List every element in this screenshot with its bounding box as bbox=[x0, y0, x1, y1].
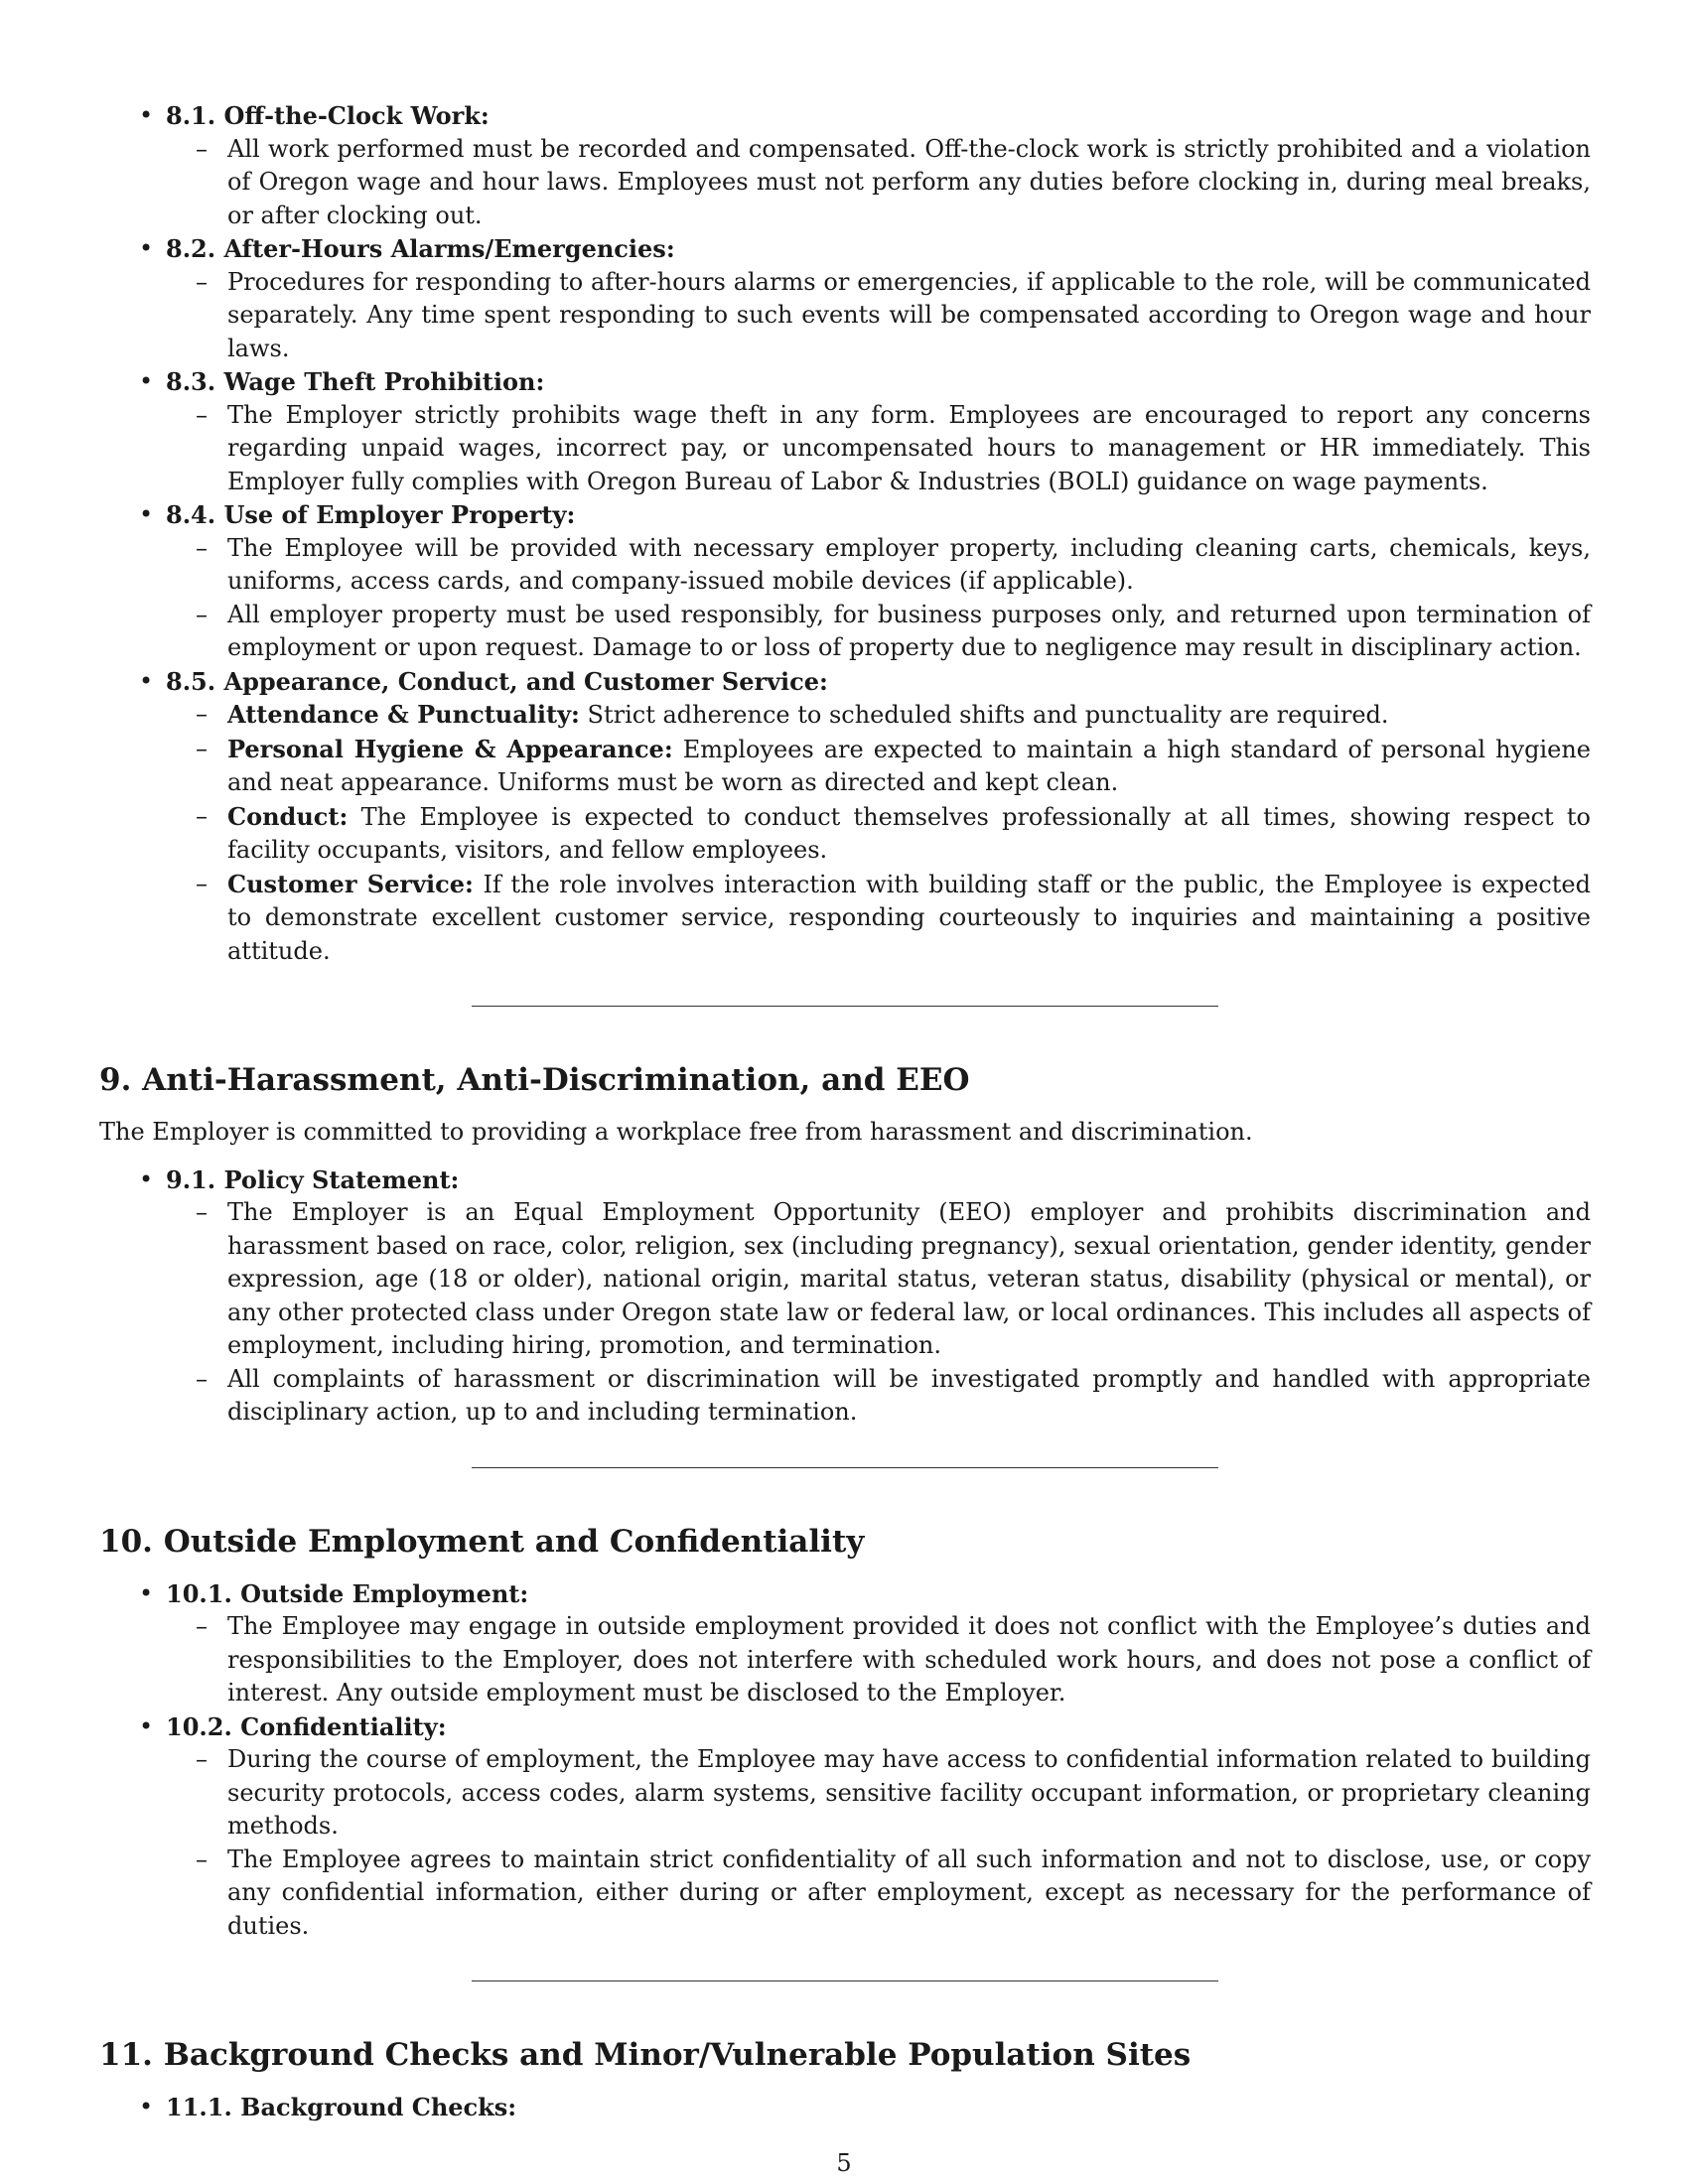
sub-item bbox=[227, 133, 1591, 233]
item-title: • 8.2. After-Hours Alarms/Emergencies: bbox=[166, 234, 675, 263]
page-number: 5 bbox=[836, 2149, 852, 2177]
sub-item-lead: Attendance & Punctuality: bbox=[227, 700, 580, 729]
item-title: • 8.3. Wage Theft Prohibition: bbox=[166, 367, 545, 396]
sub-item-lead: Conduct: bbox=[227, 801, 349, 831]
section-divider bbox=[472, 1006, 1218, 1007]
sub-item-text: Strict adherence to scheduled shifts and punctuality are required. bbox=[587, 701, 1389, 729]
sublist bbox=[166, 532, 1591, 665]
item-title: • 8.1. Off-the-Clock Work: bbox=[166, 101, 490, 130]
sub-item-text: Procedures for responding to after-hours alarms or emergencies, if applicable to the role, will be communicated separately. Any time spent responding to such events will be compensated according to Oregon wage and hour laws. bbox=[227, 267, 1591, 362]
section-heading: 11. Background Checks and Minor/Vulnerable Population Sites bbox=[99, 2037, 1192, 2073]
sublist bbox=[166, 266, 1591, 366]
sub-item-text: The Employee may engage in outside employment provided it does not conflict with the Employee’s duties and responsibilities to the Employer, does not interfere with scheduled work hours, and does not pose a conflict of interest. Any outside employment must be disclosed to the Employer. bbox=[227, 1612, 1591, 1706]
section-divider bbox=[472, 1980, 1218, 1981]
list-item bbox=[166, 365, 1591, 498]
sub-item-lead: Personal Hygiene & Appearance: bbox=[227, 734, 673, 763]
sub-item bbox=[227, 532, 1591, 599]
section-8-list bbox=[99, 99, 1591, 968]
sub-item-text: All complaints of harassment or discrimination will be investigated promptly and handled with appropriate disciplinary action, up to and including termination. bbox=[227, 1364, 1591, 1426]
sub-item-text: All work performed must be recorded and compensated. Off-the-clock work is strictly prohibited and a violation of Oregon wage and hour laws. Employees must not perform any duties before clocking in, during meal breaks, or after clocking out. bbox=[227, 134, 1591, 229]
sub-item bbox=[227, 1363, 1591, 1430]
list-item bbox=[166, 1163, 1591, 1430]
item-title: • 9.1. Policy Statement: bbox=[166, 1164, 460, 1194]
sub-item-text: The Employer is an Equal Employment Opportunity (EEO) employer and prohibits discrimination and harassment based on race, color, religion, sex (including pregnancy), sexual orientation, gender identity, gender expression, age (18 or older), national origin, marital status, veteran status, disability (physical or mental), or any other protected class under Oregon state law or federal law, or local ordinances. This includes all aspects of employment, including hiring, promotion, and termination. bbox=[227, 1198, 1591, 1359]
list-item bbox=[166, 99, 1591, 232]
section-10 bbox=[99, 1522, 1591, 1944]
list-item bbox=[166, 1577, 1591, 1710]
list-item bbox=[166, 1710, 1591, 1944]
sub-item-text: If the role involves interaction with building staff or the public, the Employee is expected to demonstrate excellent customer service, responding courteously to inquiries and maintaining a positive attitude. bbox=[227, 870, 1591, 965]
sublist bbox=[166, 399, 1591, 499]
section-divider bbox=[472, 1467, 1218, 1468]
item-title: • 8.5. Appearance, Conduct, and Customer Service: bbox=[166, 666, 828, 696]
item-title: • 11.1. Background Checks: bbox=[166, 2093, 517, 2121]
list-item bbox=[166, 2091, 1591, 2124]
sub-item bbox=[227, 399, 1591, 499]
sub-item bbox=[227, 1196, 1591, 1363]
sub-item bbox=[227, 800, 1591, 868]
sub-item-text: All employer property must be used responsibly, for business purposes only, and returned upon termination of employment or upon request. Damage to or loss of property due to negligence may result in disciplinary action. bbox=[227, 600, 1591, 661]
section-heading: 10. Outside Employment and Confidentiality bbox=[99, 1523, 865, 1560]
document-page bbox=[99, 99, 1591, 2124]
sub-item bbox=[227, 1743, 1591, 1843]
sub-item bbox=[227, 868, 1591, 969]
section-intro: The Employer is committed to providing a workplace free from harassment and discrimination. bbox=[99, 1118, 1253, 1146]
section-heading: 9. Anti-Harassment, Anti-Discrimination, and EEO bbox=[99, 1062, 970, 1098]
sub-item-text: During the course of employment, the Employee may have access to confidential information related to building security protocols, access codes, alarm systems, sensitive facility occupant information, or proprietary cleaning methods. bbox=[227, 1745, 1591, 1840]
section-11-list bbox=[99, 2091, 1591, 2124]
sub-item-text: Employees are expected to maintain a high standard of personal hygiene and neat appearance. Uniforms must be worn as directed and kept clean. bbox=[227, 735, 1591, 796]
item-title: • 10.2. Confidentiality: bbox=[166, 1711, 447, 1741]
list-item bbox=[166, 232, 1591, 365]
section-9-list bbox=[99, 1163, 1591, 1430]
sub-item bbox=[227, 599, 1591, 665]
item-title: • 8.4. Use of Employer Property: bbox=[166, 500, 576, 529]
sub-item bbox=[227, 733, 1591, 800]
sublist bbox=[166, 1196, 1591, 1430]
sublist bbox=[166, 1743, 1591, 1943]
sub-item-text: The Employee is expected to conduct themselves professionally at all times, showing respect to facility occupants, visitors, and fellow employees. bbox=[227, 802, 1591, 864]
section-11 bbox=[99, 2035, 1591, 2124]
section-9 bbox=[99, 1060, 1591, 1430]
sub-item-text: The Employee agrees to maintain strict confidentiality of all such information and not to disclose, use, or copy any confidential information, either during or after employment, except as necessary for the performance of duties. bbox=[227, 1844, 1591, 1940]
sublist bbox=[166, 133, 1591, 233]
list-item bbox=[166, 665, 1591, 969]
list-item bbox=[166, 498, 1591, 665]
sub-item-lead: Customer Service: bbox=[227, 869, 474, 898]
sub-item-text: The Employee will be provided with necessary employer property, including cleaning carts, chemicals, keys, uniforms, access cards, and company-issued mobile devices (if applicable). bbox=[227, 533, 1591, 595]
sub-item bbox=[227, 266, 1591, 366]
sub-item bbox=[227, 1843, 1591, 1944]
sublist bbox=[166, 1610, 1591, 1710]
sub-item bbox=[227, 1610, 1591, 1710]
sublist bbox=[166, 698, 1591, 968]
sub-item bbox=[227, 698, 1591, 733]
sub-item-text: The Employer strictly prohibits wage theft in any form. Employees are encouraged to report any concerns regarding unpaid wages, incorrect pay, or uncompensated hours to management or HR immediately. This Employer fully complies with Oregon Bureau of Labor & Industries (BOLI) guidance on wage payments. bbox=[227, 400, 1591, 495]
section-8 bbox=[99, 99, 1591, 968]
section-10-list bbox=[99, 1577, 1591, 1944]
item-title: • 10.1. Outside Employment: bbox=[166, 1578, 529, 1608]
